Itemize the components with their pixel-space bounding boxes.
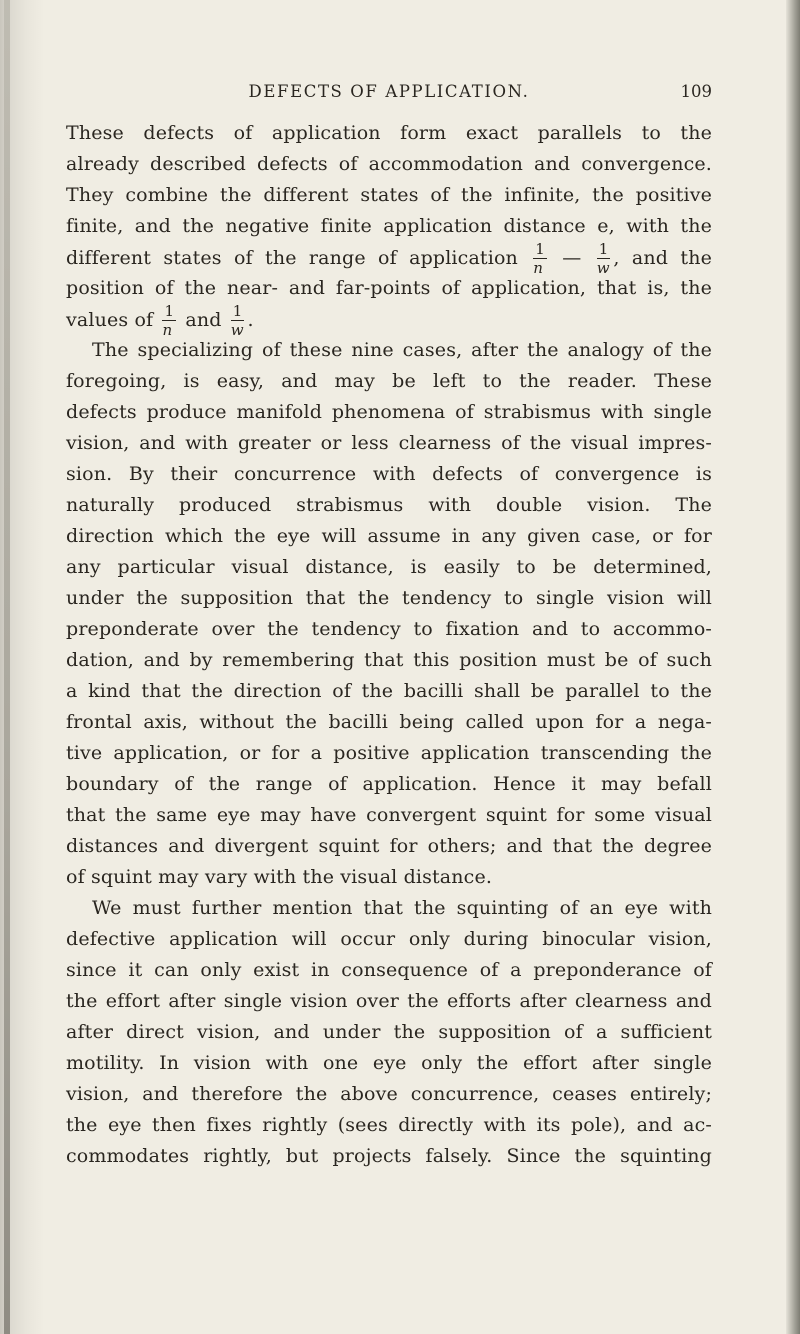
text-line: the effort after single vision over the efforts after clearness and xyxy=(66,990,712,1012)
values-and: and xyxy=(185,309,222,331)
values-period: . xyxy=(247,309,254,331)
text-line: naturally produced strabismus with double vision. The xyxy=(66,494,712,516)
fraction-denominator: n xyxy=(533,259,544,277)
text-line: motility. In vision with one eye only the effort after single xyxy=(66,1052,712,1074)
range-text: different states of the range of application xyxy=(66,247,518,269)
text-line: vision, and therefore the above concurrence, ceases entirely; xyxy=(66,1083,712,1105)
text-line: frontal axis, without the bacilli being called upon for a nega- xyxy=(66,711,712,733)
text-line: already described defects of accommodation and convergence. xyxy=(66,153,712,175)
text-line: foregoing, is easy, and may be left to the reader. These xyxy=(66,370,712,392)
paragraph-2 xyxy=(66,335,712,893)
page-right-edge xyxy=(786,0,800,1334)
text-line: after direct vision, and under the supposition of a sufficient xyxy=(66,1021,712,1043)
fraction-numerator: 1 xyxy=(598,240,609,258)
fraction-1-over-n xyxy=(533,242,547,276)
text-line: that the same eye may have convergent squint for some visual xyxy=(66,804,712,826)
text-line: distances and divergent squint for others; and that the degree xyxy=(66,835,712,857)
page-left-edge xyxy=(0,0,44,1334)
fraction-1-over-n xyxy=(162,304,176,338)
text-line: direction which the eye will assume in any given case, or for xyxy=(66,525,712,547)
text-line: since it can only exist in consequence of a preponderance of xyxy=(66,959,712,981)
fraction-1-over-w xyxy=(231,304,245,338)
paragraph-3 xyxy=(66,893,712,1172)
page-number: 109 xyxy=(680,82,712,101)
text-line: dation, and by remembering that this position must be of such xyxy=(66,649,712,671)
text-line: finite, and the negative finite application distance e, with the xyxy=(66,215,712,237)
book-page xyxy=(66,72,712,1172)
range-tail: , and the xyxy=(613,247,712,269)
text-line: of squint may vary with the visual distance. xyxy=(66,866,493,888)
values-text: values of xyxy=(66,309,154,331)
range-dash: — xyxy=(562,247,582,269)
text-line: a kind that the direction of the bacilli shall be parallel to the xyxy=(66,680,712,702)
text-line: They combine the different states of the infinite, the positive xyxy=(66,184,712,206)
text-line: under the supposition that the tendency to single vision will xyxy=(66,587,712,609)
fraction-numerator: 1 xyxy=(164,302,175,320)
text-line: any particular visual distance, is easily to be determined, xyxy=(66,556,712,578)
text-line: preponderate over the tendency to fixation and to accommo- xyxy=(66,618,712,640)
running-head: DEFECTS OF APPLICATION. xyxy=(248,82,530,101)
text-line: the eye then fixes rightly (sees directly with its pole), and ac- xyxy=(66,1114,712,1136)
text-line: tive application, or for a positive application transcending the xyxy=(66,742,712,764)
text-line: These defects of application form exact parallels to the xyxy=(66,122,712,144)
paragraph-1 xyxy=(66,118,712,339)
page-header xyxy=(66,72,712,112)
text-line: sion. By their concurrence with defects of convergence is xyxy=(66,463,712,485)
binding-shadow xyxy=(4,0,10,1334)
text-line: commodates rightly, but projects falsely. Since the squinting xyxy=(66,1145,712,1167)
text-line: position of the near- and far-points of application, that is, the xyxy=(66,277,712,299)
text-line: vision, and with greater or less clearness of the visual impres- xyxy=(66,432,712,454)
text-line: defects produce manifold phenomena of strabismus with single xyxy=(66,401,712,423)
fraction-numerator: 1 xyxy=(535,240,545,258)
text-line: boundary of the range of application. Hence it may befall xyxy=(66,773,712,795)
text-line: defective application will occur only during binocular vision, xyxy=(66,928,712,950)
fraction-1-over-w xyxy=(597,242,611,276)
fraction-denominator: w xyxy=(596,259,610,277)
fraction-denominator: n xyxy=(162,321,173,339)
fraction-numerator: 1 xyxy=(232,302,243,320)
fraction-denominator: w xyxy=(230,321,244,339)
values-line xyxy=(66,302,712,339)
text-line: The specializing of these nine cases, after the analogy of the xyxy=(92,339,712,361)
text-line: We must further mention that the squinting of an eye with xyxy=(92,897,712,919)
range-line xyxy=(66,240,712,277)
